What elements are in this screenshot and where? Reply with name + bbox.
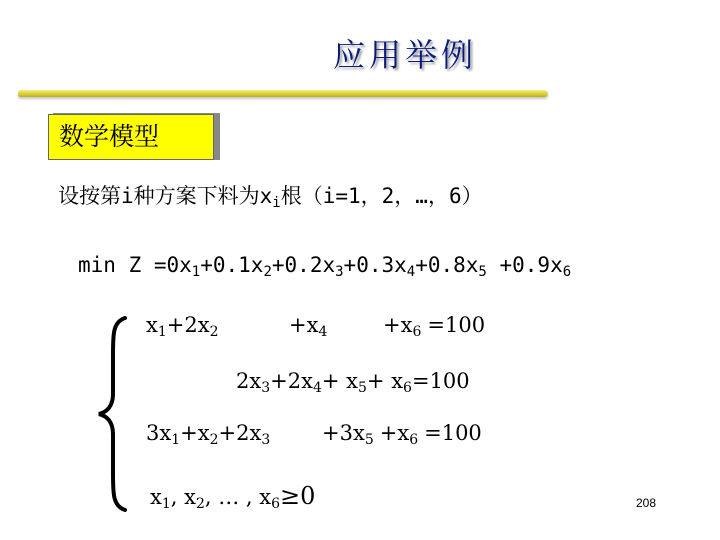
- term: +x: [180, 421, 210, 445]
- term: 3x: [146, 421, 172, 445]
- term: +2x: [166, 313, 210, 337]
- description-line: [58, 180, 483, 210]
- subscript: 4: [318, 324, 328, 340]
- left-brace-icon: [97, 314, 137, 514]
- subscript: 6: [271, 496, 281, 512]
- term: 2x: [236, 369, 262, 393]
- term: , … , x: [204, 485, 272, 509]
- subscript: 2: [209, 324, 219, 340]
- objective-term: +0.9x: [486, 253, 563, 277]
- subscript: 3: [261, 432, 271, 448]
- subscript: 5: [478, 264, 487, 280]
- subscript: 1: [171, 432, 181, 448]
- objective-term: +0.1x: [200, 253, 264, 277]
- page-title: 应用举例: [332, 36, 477, 74]
- title-underline: [18, 90, 548, 97]
- term: +2x: [270, 369, 313, 393]
- term: +2x: [218, 421, 262, 445]
- description-text: 根（i=1，2，…，6）: [280, 184, 483, 208]
- subscript: 6: [562, 264, 572, 280]
- objective-term: +0.3x: [343, 253, 407, 277]
- term: x: [150, 485, 162, 509]
- subscript: 3: [261, 380, 271, 396]
- rhs: =100: [424, 421, 482, 445]
- subscript: 3: [335, 264, 344, 280]
- subscript: 4: [406, 264, 416, 280]
- rhs: =100: [427, 313, 486, 337]
- term: +x: [379, 421, 410, 445]
- term: + x: [366, 369, 404, 393]
- description-text: 设按第i种方案下料为x: [58, 184, 273, 208]
- section-badge: 数学模型: [48, 114, 214, 160]
- objective-function: [78, 253, 572, 280]
- subscript: 1: [161, 496, 171, 512]
- objective-term: min Z =0x: [78, 253, 192, 277]
- term: +x: [383, 313, 413, 337]
- subscript: 2: [195, 496, 205, 512]
- term: + x: [321, 369, 358, 393]
- subscript: i: [272, 195, 281, 211]
- subscript: 5: [364, 432, 374, 448]
- constraint-1-term-a: [146, 313, 219, 340]
- subscript: 2: [263, 264, 272, 280]
- term: x: [146, 313, 158, 337]
- term: , x: [170, 485, 196, 509]
- rhs: =100: [411, 369, 470, 393]
- constraint-1-term-c: [289, 313, 328, 340]
- term: +3x: [322, 421, 365, 445]
- term: +x: [289, 313, 319, 337]
- relation: ≥0: [280, 482, 316, 510]
- constraint-3-term-a: [146, 421, 271, 448]
- subscript: 1: [191, 264, 201, 280]
- page-number: 208: [636, 496, 657, 510]
- constraint-1-term-d: [383, 313, 486, 340]
- constraint-3-term-d: [322, 421, 482, 448]
- subscript: 4: [312, 380, 322, 396]
- objective-term: +0.2x: [271, 253, 336, 277]
- subscript: 5: [358, 380, 367, 396]
- subscript: 1: [157, 324, 167, 340]
- subscript: 2: [209, 432, 219, 448]
- subscript: 6: [403, 380, 412, 396]
- constraint-2: [236, 369, 470, 396]
- subscript: 6: [409, 432, 419, 448]
- objective-term: +0.8x: [415, 253, 479, 277]
- subscript: 6: [412, 324, 422, 340]
- non-negativity-constraint: [150, 482, 315, 510]
